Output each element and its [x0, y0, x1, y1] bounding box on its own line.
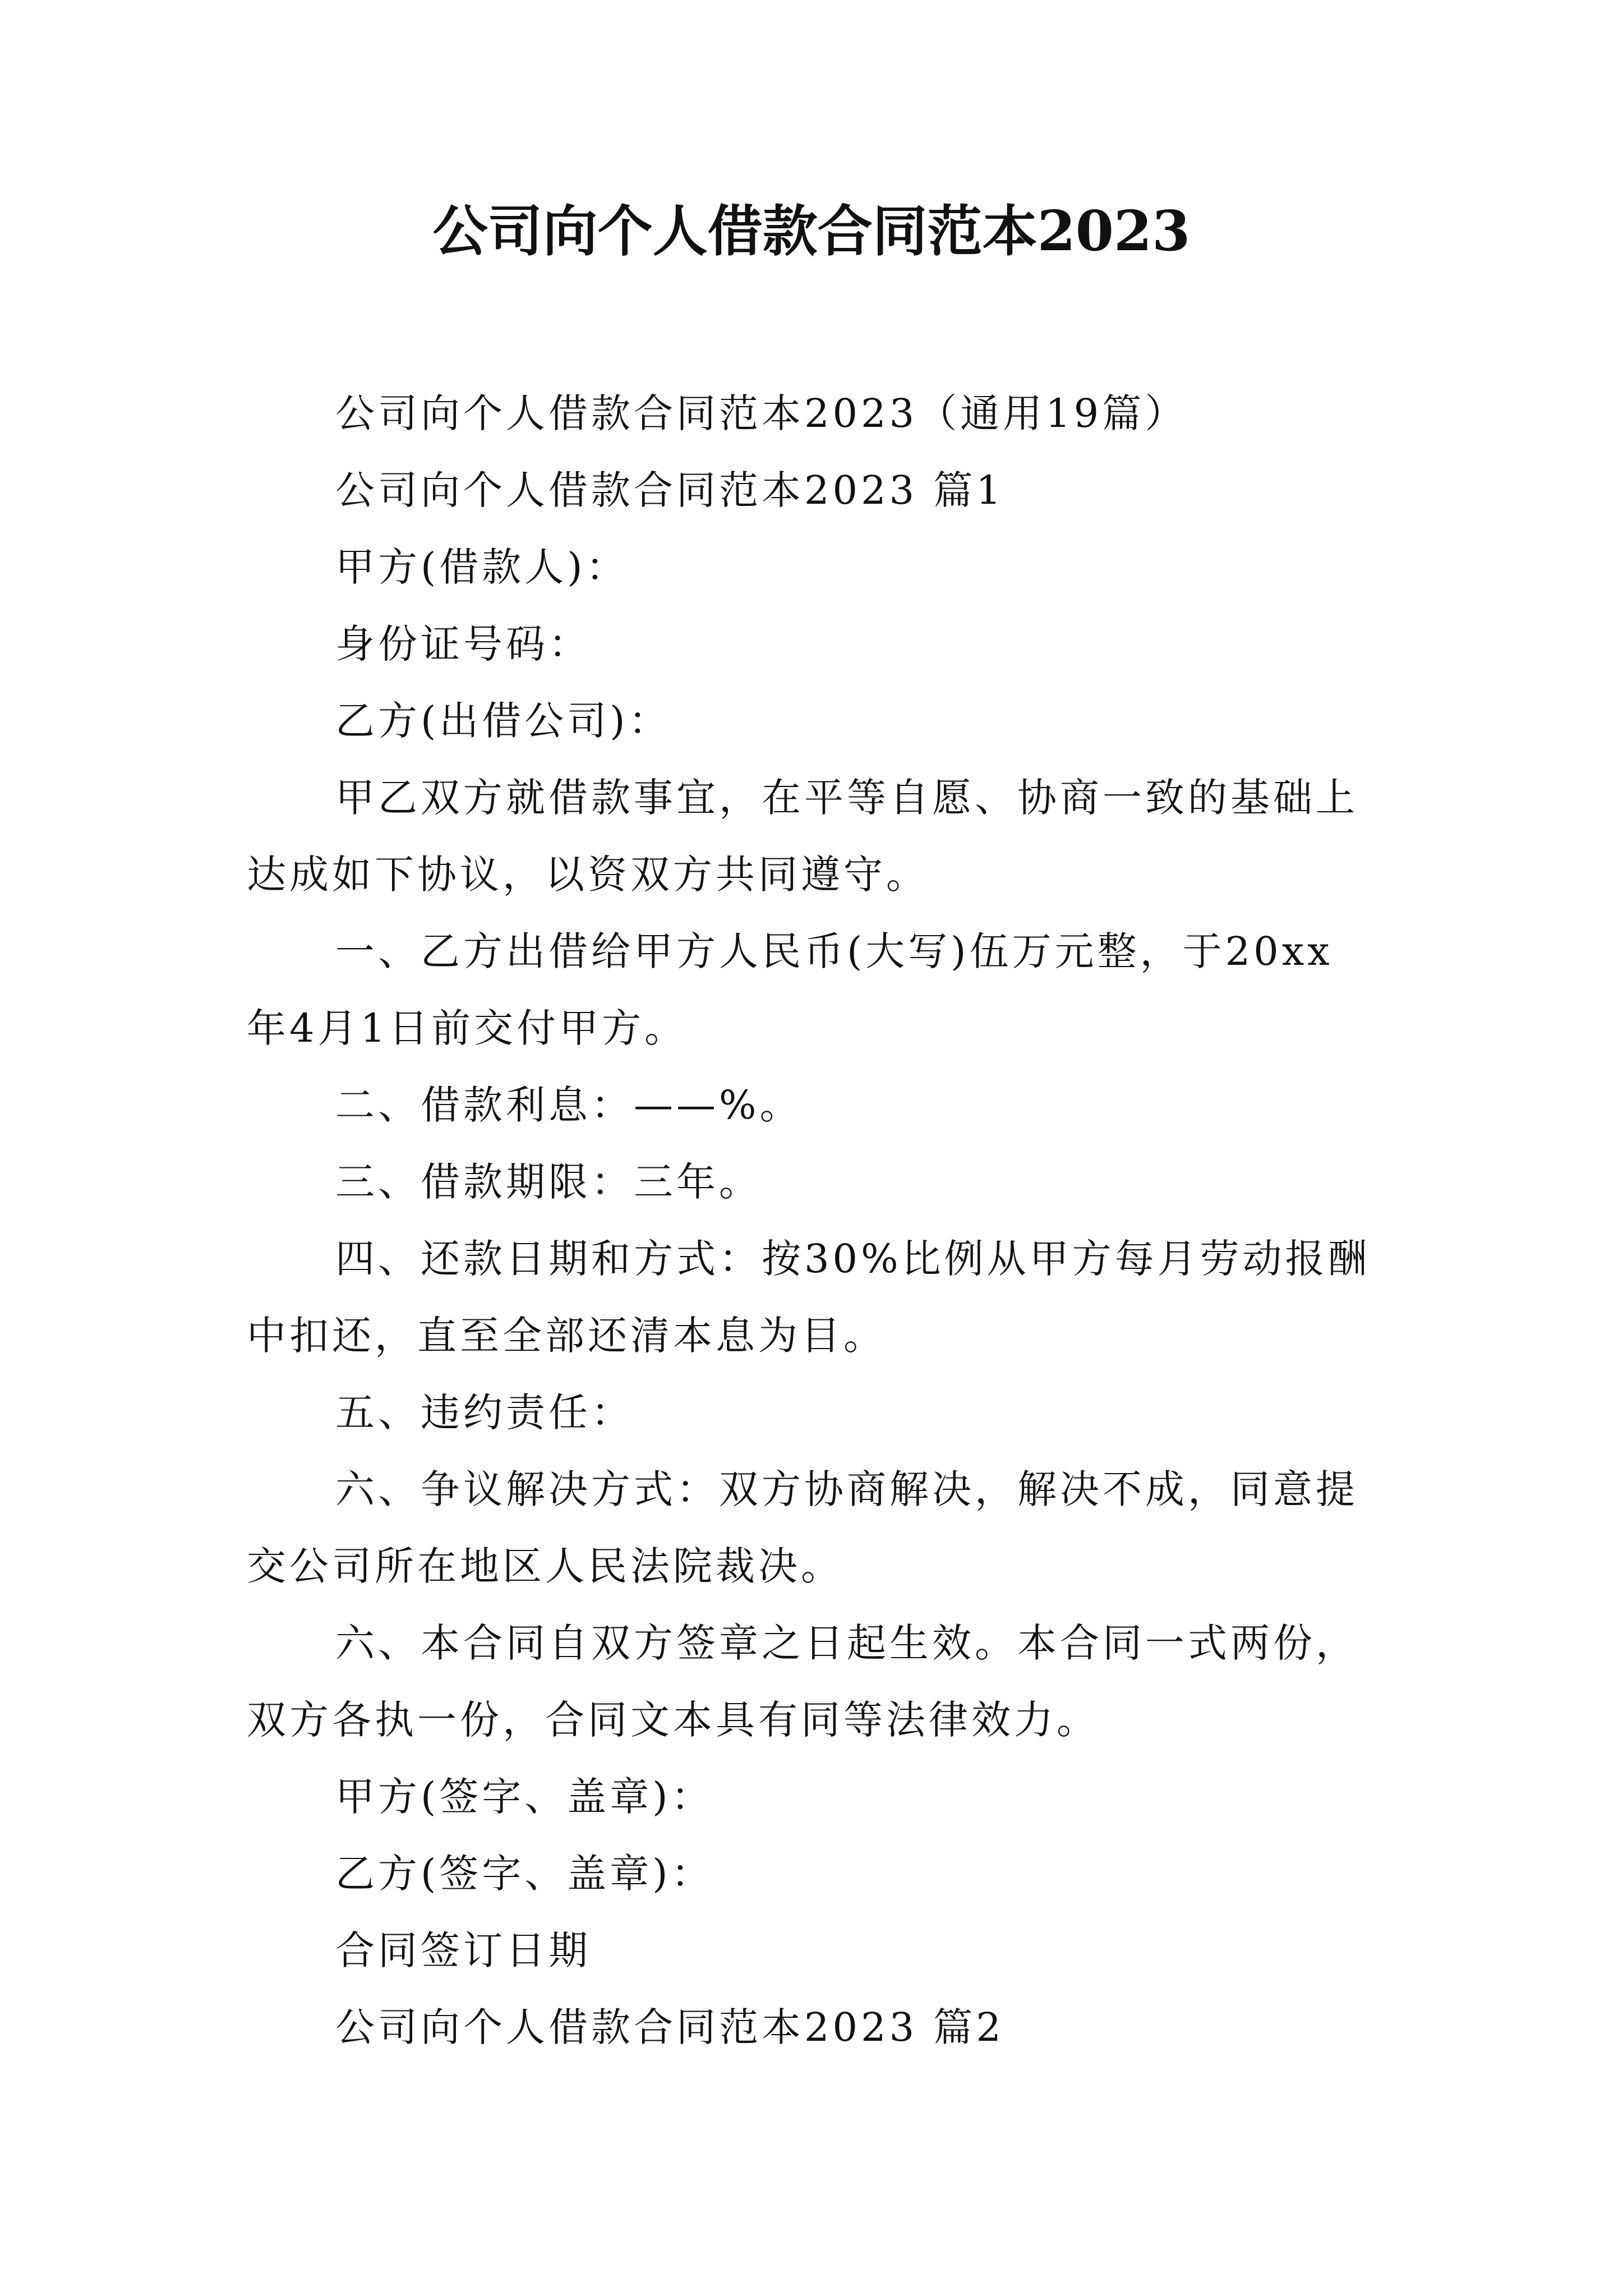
party-a-label: 甲方(借款人)： — [335, 544, 629, 590]
clause-liability: 五、违约责任： — [335, 1389, 634, 1435]
paragraph-line: 双方各执一份，合同文本具有同等法律效力。 — [247, 1697, 1099, 1743]
party-b-signature-label: 乙方(签字、盖章)： — [335, 1851, 714, 1897]
party-a-signature-label: 甲方(签字、盖章)： — [335, 1774, 714, 1820]
section-heading: 公司向个人借款合同范本2023 篇1 — [335, 467, 1004, 513]
paragraph-line: 交公司所在地区人民法院裁决。 — [247, 1543, 843, 1589]
signing-date-label: 合同签订日期 — [335, 1927, 591, 1973]
clause-dispute: 六、争议解决方式：双方协商解决，解决不成，同意提 — [335, 1466, 1358, 1512]
clause-interest: 二、借款利息：——%。 — [335, 1082, 803, 1128]
paragraph-line: 达成如下协议，以资双方共同遵守。 — [247, 852, 929, 898]
document-title: 公司向个人借款合同范本2023 — [432, 199, 1191, 264]
paragraph-line: 中扣还，直至全部还清本息为目。 — [247, 1313, 886, 1359]
clause-term: 三、借款期限：三年。 — [335, 1159, 762, 1205]
clause-effective: 六、本合同自双方签章之日起生效。本合同一式两份， — [335, 1620, 1358, 1666]
clause-loan-amount: 一、乙方出借给甲方人民币(大写)伍万元整，于20xx — [335, 928, 1333, 974]
document-subtitle: 公司向个人借款合同范本2023（通用19篇） — [335, 390, 1188, 436]
section-heading: 公司向个人借款合同范本2023 篇2 — [335, 2004, 1004, 2050]
paragraph-line: 甲乙双方就借款事宜，在平等自愿、协商一致的基础上 — [335, 775, 1358, 821]
id-number-label: 身份证号码： — [335, 621, 591, 667]
party-b-label: 乙方(出借公司)： — [335, 698, 671, 744]
clause-repayment: 四、还款日期和方式：按30%比例从甲方每月劳动报酬 — [335, 1236, 1371, 1282]
paragraph-line: 年4月1日前交付甲方。 — [247, 1005, 688, 1051]
